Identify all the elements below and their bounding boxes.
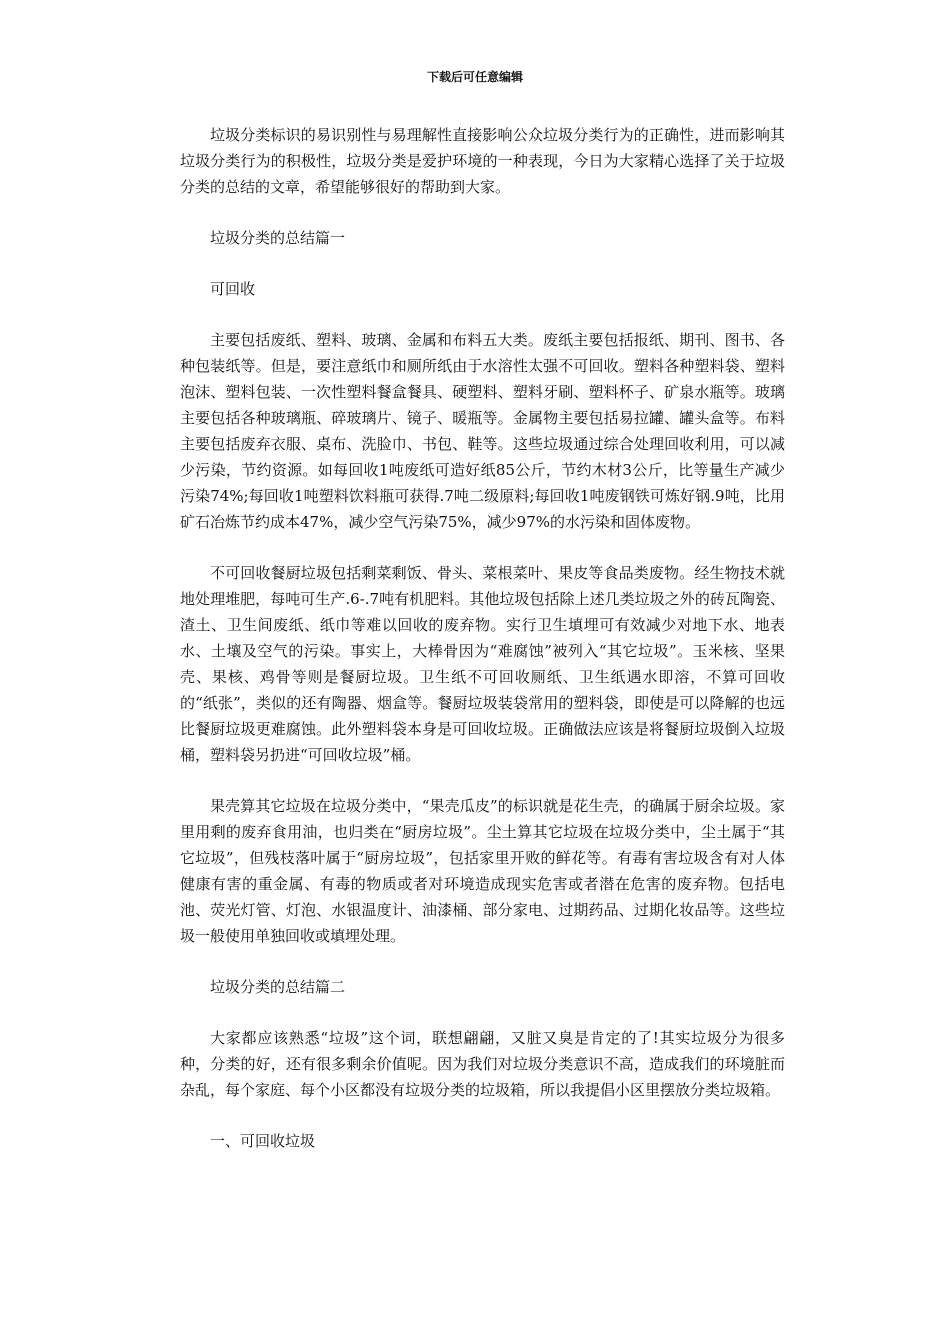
paragraph-nonrecyclable: 不可回收餐厨垃圾包括剩菜剩饭、骨头、菜根菜叶、果皮等食品类废物。经生物技术就地处理堆肥，每吨可生产.6-.7吨有机肥料。其他垃圾包括除上述几类垃圾之外的砖瓦陶瓷、渣土、卫生间废纸、纸巾等难以回收的废弃物。实行卫生填埋可有效减少对地下水、地表水、土壤及空气的污染。事实上，大棒骨因为“难腐蚀”被列入“其它垃圾”。玉米核、坚果壳、果核、鸡骨等则是餐厨垃圾。卫生纸不可回收厕纸、卫生纸遇水即溶，不算可回收的“纸张”，类似的还有陶器、烟盒等。餐厨垃圾装袋常用的塑料袋，即使是可以降解的也远比餐厨垃圾更难腐蚀。此外塑料袋本身是可回收垃圾。正确做法应该是将餐厨垃圾倒入垃圾桶，塑料袋另扔进“可回收垃圾”桶。 bbox=[180, 564, 785, 764]
page-header: 下载后可任意编辑 bbox=[426, 70, 523, 84]
section-heading-1: 垃圾分类的总结篇一 bbox=[210, 229, 346, 247]
subheading-recyclable: 可回收 bbox=[210, 280, 256, 298]
subheading-recyclable-waste: 一、可回收垃圾 bbox=[210, 1132, 316, 1150]
section-heading-2: 垃圾分类的总结篇二 bbox=[210, 978, 346, 996]
paragraph-section2: 大家都应该熟悉“垃圾”这个词，联想翩翩，又脏又臭是肯定的了!其实垃圾分为很多种，分类的好，还有很多剩余价值呢。因为我们对垃圾分类意识不高，造成我们的环境脏而杂乱，每个家庭、每个小区都没有垃圾分类的垃圾箱，所以我提倡小区里摆放分类垃圾箱。 bbox=[180, 1029, 785, 1099]
document-body bbox=[180, 122, 785, 1179]
intro-paragraph: 垃圾分类标识的易识别性与易理解性直接影响公众垃圾分类行为的正确性，进而影响其垃圾分类行为的积极性，垃圾分类是爱护环境的一种表现，今日为大家精心选择了关于垃圾分类的总结的文章，希望能够很好的帮助到大家。 bbox=[180, 126, 785, 196]
paragraph-recyclable: 主要包括废纸、塑料、玻璃、金属和布料五大类。废纸主要包括报纸、期刊、图书、各种包装纸等。但是，要注意纸巾和厕所纸由于水溶性太强不可回收。塑料各种塑料袋、塑料泡沫、塑料包装、一次性塑料餐盒餐具、硬塑料、塑料牙刷、塑料杯子、矿泉水瓶等。玻璃主要包括各种玻璃瓶、碎玻璃片、镜子、暖瓶等。金属物主要包括易拉罐、罐头盒等。布料主要包括废弃衣服、桌布、洗脸巾、书包、鞋等。这些垃圾通过综合处理回收利用，可以减少污染，节约资源。如每回收1吨废纸可造好纸85公斤，节约木材3公斤，比等量生产减少污染74%;每回收1吨塑料饮料瓶可获得.7吨二级原料;每回收1吨废钢铁可炼好钢.9吨，比用矿石冶炼节约成本47%，减少空气污染75%，减少97%的水污染和固体废物。 bbox=[180, 331, 785, 531]
paragraph-other-waste: 果壳算其它垃圾在垃圾分类中，“果壳瓜皮”的标识就是花生壳，的确属于厨余垃圾。家里用剩的废弃食用油，也归类在“厨房垃圾”。尘土算其它垃圾在垃圾分类中，尘土属于“其它垃圾”，但残枝落叶属于“厨房垃圾”，包括家里开败的鲜花等。有毒有害垃圾含有对人体健康有害的重金属、有毒的物质或者对环境造成现实危害或者潜在危害的废弃物。包括电池、荧光灯管、灯泡、水银温度计、油漆桶、部分家电、过期药品、过期化妆品等。这些垃圾一般使用单独回收或填埋处理。 bbox=[180, 797, 785, 945]
